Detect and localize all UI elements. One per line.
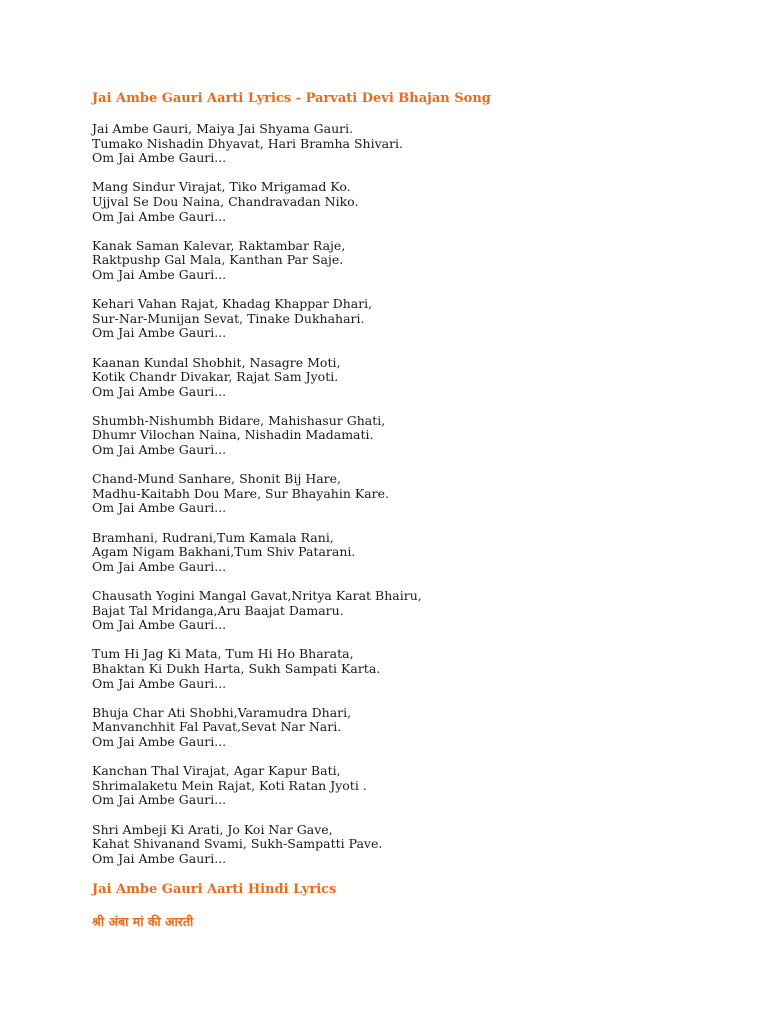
lyrics-line: Om Jai Ambe Gauri... [92,792,227,808]
lyrics-line: Tumako Nishadin Dhyavat, Hari Bramha Shivari. [92,135,404,151]
lyrics-line: Tum Hi Jag Ki Mata, Tum Hi Ho Bharata, [92,646,354,662]
lyrics-line: Dhumr Vilochan Naina, Nishadin Madamati. [92,427,374,443]
lyrics-line: Bhaktan Ki Dukh Harta, Sukh Sampati Karta. [92,660,381,676]
lyrics-line: Sur-Nar-Munijan Sevat, Tinake Dukhahari. [92,310,365,326]
hindi-title: श्री अंबा मां की आरती [92,913,194,929]
lyrics-line: Bramhani, Rudrani,Tum Kamala Rani, [92,529,334,545]
lyrics-stanza [92,531,732,575]
lyrics-line: Kahat Shivanand Svami, Sukh-Sampatti Pave. [92,836,383,852]
lyrics-line: Om Jai Ambe Gauri... [92,850,227,866]
lyrics-line: Om Jai Ambe Gauri... [92,383,227,399]
lyrics-line: Om Jai Ambe Gauri... [92,558,227,574]
lyrics-stanza [92,764,732,808]
lyrics-line: Om Jai Ambe Gauri... [92,266,227,282]
lyrics-line: Shumbh-Nishumbh Bidare, Mahishasur Ghati, [92,412,386,428]
lyrics-line: Kanchan Thal Virajat, Agar Kapur Bati, [92,763,341,779]
lyrics-stanza [92,589,732,633]
lyrics-line: Ujjval Se Dou Naina, Chandravadan Niko. [92,193,359,209]
lyrics-stanza [92,356,732,400]
lyrics-line: Agam Nigam Bakhani,Tum Shiv Patarani. [92,544,356,560]
lyrics-stanza [92,472,732,516]
lyrics-line: Chand-Mund Sanhare, Shonit Bij Hare, [92,471,342,487]
lyrics-line: Manvanchhit Fal Pavat,Sevat Nar Nari. [92,719,342,735]
lyrics-line: Madhu-Kaitabh Dou Mare, Sur Bhayahin Kare. [92,485,389,501]
lyrics-line: Bajat Tal Mridanga,Aru Baajat Damaru. [92,602,344,618]
lyrics-line: Om Jai Ambe Gauri... [92,675,227,691]
lyrics-line: Om Jai Ambe Gauri... [92,442,227,458]
lyrics-line: Bhuja Char Ati Shobhi,Varamudra Dhari, [92,704,352,720]
lyrics-line: Om Jai Ambe Gauri... [92,150,227,166]
lyrics-line: Shri Ambeji Ki Arati, Jo Koi Nar Gave, [92,821,333,837]
lyrics-stanza [92,823,732,867]
lyrics-line: Om Jai Ambe Gauri... [92,325,227,341]
lyrics-line: Kaanan Kundal Shobhit, Nasagre Moti, [92,354,341,370]
lyrics-line: Mang Sindur Virajat, Tiko Mrigamad Ko. [92,179,351,195]
lyrics-line: Om Jai Ambe Gauri... [92,500,227,516]
lyrics-line: Kanak Saman Kalevar, Raktambar Raje, [92,237,346,253]
lyrics-line: Jai Ambe Gauri, Maiya Jai Shyama Gauri. [92,121,354,136]
lyrics-line: Chausath Yogini Mangal Gavat,Nritya Karat Bhairu, [92,588,422,603]
lyrics-line: Shrimalaketu Mein Rajat, Koti Ratan Jyoti . [92,777,367,793]
document-page [92,90,732,931]
lyrics-line: Raktpushp Gal Mala, Kanthan Par Saje. [92,252,344,268]
lyrics-line: Kehari Vahan Rajat, Khadag Khappar Dhari, [92,296,373,312]
lyrics-stanza [92,239,732,283]
lyrics-stanza [92,706,732,750]
lyrics-stanza [92,122,732,166]
page-title: Jai Ambe Gauri Aarti Lyrics - Parvati Devi Bhajan Song [92,91,491,106]
lyrics-stanza [92,297,732,341]
lyrics-line: Om Jai Ambe Gauri... [92,733,227,749]
section-subtitle: Jai Ambe Gauri Aarti Hindi Lyrics [92,881,337,897]
lyrics-line: Kotik Chandr Divakar, Rajat Sam Jyoti. [92,369,339,385]
lyrics-line: Om Jai Ambe Gauri... [92,208,227,224]
lyrics-stanza [92,414,732,458]
lyrics-line: Om Jai Ambe Gauri... [92,617,227,633]
lyrics-body [92,122,732,866]
lyrics-stanza [92,180,732,224]
lyrics-stanza [92,647,732,691]
